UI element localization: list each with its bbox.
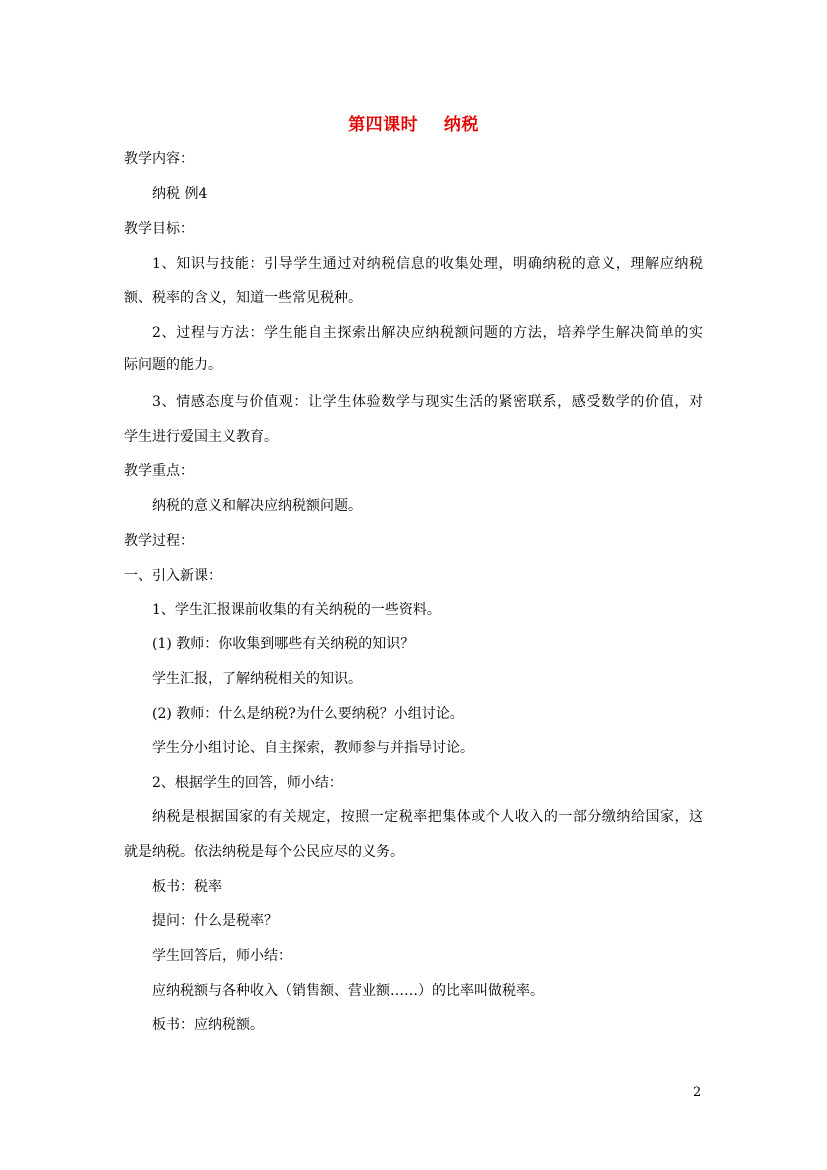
subsection-heading-intro: 一、引入新课：: [124, 568, 222, 584]
paragraph-text: 1、学生汇报课前收集的有关纳税的一些资料。: [152, 602, 441, 618]
paragraph-text: (1) 教师：你收集到哪些有关纳税的知识？: [152, 636, 415, 652]
paragraph-text: 学生分小组讨论、自主探索，教师参与并指导讨论。: [152, 740, 474, 756]
paragraph-text: 学生汇报，了解纳税相关的知识。: [152, 671, 362, 687]
paragraph-text: 学生回答后，师小结：: [152, 948, 292, 964]
objective-3-line-2: 学生进行爱国主义教育。: [124, 429, 278, 445]
lesson-title: 第四课时 纳税: [348, 115, 479, 135]
paragraph-text: 就是纳税。依法纳税是每个公民应尽的义务。: [124, 844, 404, 860]
page-number: 2: [693, 1085, 702, 1100]
objective-2-line-1: 2、过程与方法：学生能自主探索出解决应纳税额问题的方法，培养学生解决简单的实: [152, 325, 703, 341]
paragraph-text: (2) 教师：什么是纳税?为什么要纳税？小组讨论。: [152, 706, 464, 722]
section-heading-objectives: 教学目标：: [124, 221, 194, 237]
section-heading-process: 教学过程：: [124, 533, 194, 549]
objective-1-line-1: 1、知识与技能：引导学生通过对纳税信息的收集处理，明确纳税的意义，理解应纳税: [152, 256, 703, 272]
paragraph-text: 应纳税额与各种收入（销售额、营业额……）的比率叫做税率。: [152, 983, 544, 999]
paragraph-text: 提问：什么是税率？: [152, 913, 278, 929]
section-heading-key-points: 教学重点：: [124, 463, 194, 479]
key-points-text: 纳税的意义和解决应纳税额问题。: [152, 498, 362, 514]
content-text: 纳税 例4: [152, 186, 208, 202]
paragraph-text: 纳税是根据国家的有关规定，按照一定税率把集体或个人收入的一部分缴纳给国家，这: [152, 809, 703, 825]
paragraph-text: 板书：税率: [152, 879, 222, 895]
objective-3-line-1: 3、情感态度与价值观：让学生体验数学与现实生活的紧密联系，感受数学的价值，对: [152, 394, 703, 410]
objective-2-line-2: 际问题的能力。: [124, 357, 222, 373]
paragraph-text: 2、根据学生的回答，师小结：: [152, 775, 343, 791]
paragraph-text: 板书：应纳税额。: [152, 1017, 264, 1033]
section-heading-content: 教学内容：: [124, 151, 194, 167]
objective-1-line-2: 额、税率的含义，知道一些常见税种。: [124, 290, 362, 306]
